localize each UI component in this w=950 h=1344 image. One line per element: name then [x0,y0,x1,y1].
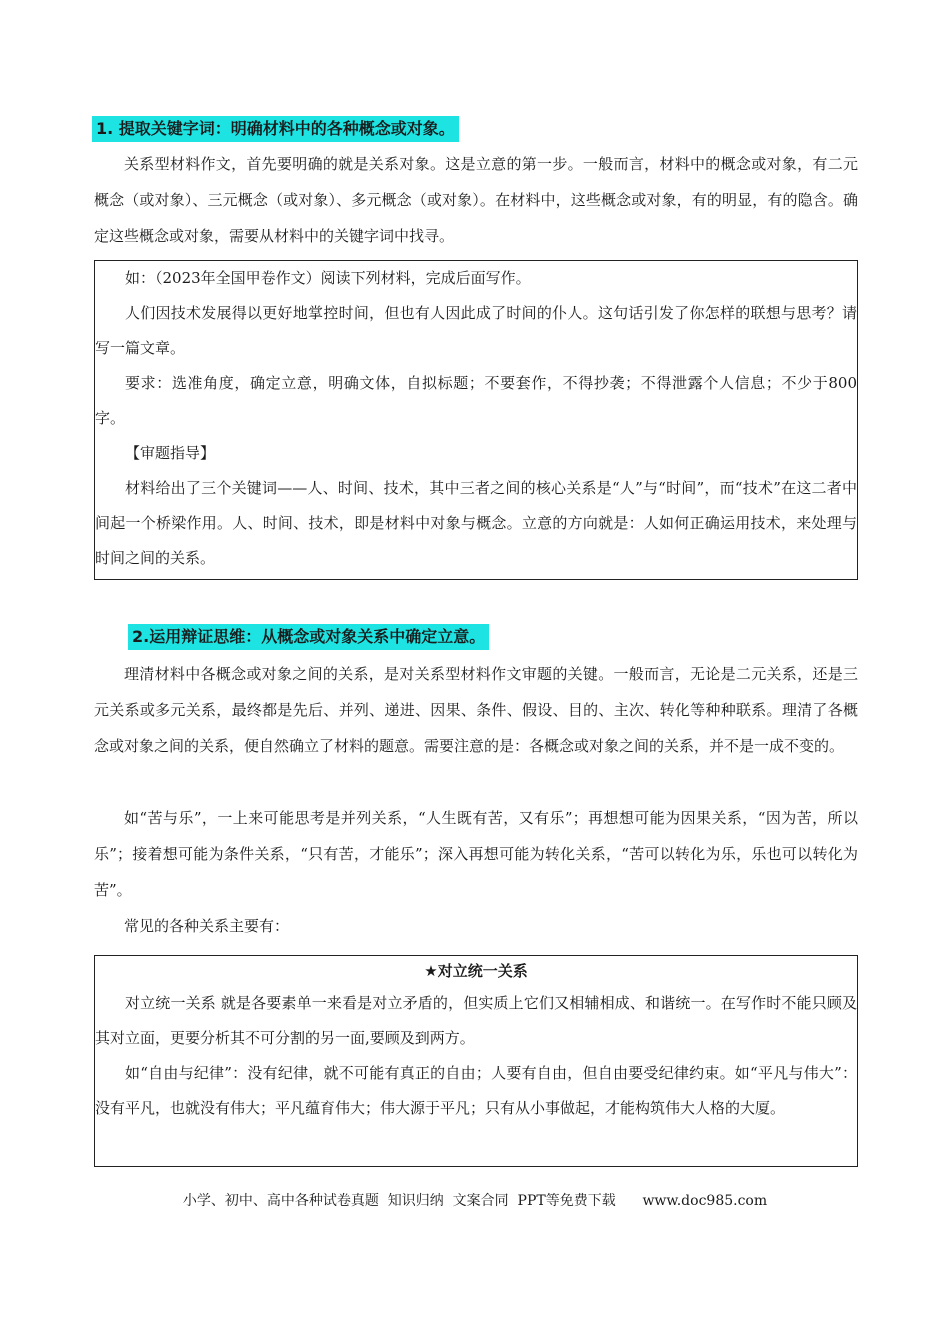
relation-box-line1: 对立统一关系 就是各要素单一来看是对立矛盾的，但实质上它们又相辅相成、和谐统一。在写作时不能只顾及其对立面，更要分析其不可分割的另一面,要顾及到两方。 [95,994,857,1047]
box1-material: 人们因技术发展得以更好地掌控时间，但也有人因此成了时间的仆人。这句话引发了你怎样的联想与思考？请写一篇文章。 [95,304,857,357]
section2-para1: 理清材料中各概念或对象之间的关系，是对关系型材料作文审题的关键。一般而言，无论是二元关系，还是三元关系或多元关系，最终都是先后、并列、递进、因果、条件、假设、目的、主次、转化等种种联系。理清了各概念或对象之间的关系，便自然确立了材料的题意。需要注意的是：各概念或对象之间的关系，并不是一成不变的。 [94,665,858,755]
relation-box-line2: 如“自由与纪律”：没有纪律，就不可能有真正的自由；人要有自由，但自由要受纪律约束。如“平凡与伟大”：没有平凡，也就没有伟大；平凡蕴育伟大；伟大源于平凡；只有从小事做起，才能构筑伟大人格的大厦。 [95,1064,857,1117]
relation-box [94,955,858,1167]
section2-heading: 2.运用辩证思维：从概念或对象关系中确定立意。 [128,624,489,650]
section2-para3: 常见的各种关系主要有： [124,917,290,935]
box1-requirements: 要求：选准角度，确定立意，明确文体，自拟标题；不要套作，不得抄袭；不得泄露个人信息；不少于800字。 [95,374,857,427]
box1-guide-text: 材料给出了三个关键词——人、时间、技术，其中三者之间的核心关系是“人”与“时间”，而“技术”在这二者中间起一个桥梁作用。人、时间、技术，即是材料中对象与概念。立意的方向就是：人如何正确运用技术，来处理与时间之间的关系。 [95,479,857,567]
section2-para2: 如“苦与乐”，一上来可能思考是并列关系，“人生既有苦，又有乐”；再想想可能为因果关系，“因为苦，所以乐”；接着想可能为条件关系，“只有苦，才能乐”；深入再想可能为转化关系，“苦可以转化为乐，乐也可以转化为苦”。 [94,809,858,899]
section1-intro: 关系型材料作文，首先要明确的就是关系对象。这是立意的第一步。一般而言，材料中的概念或对象，有二元概念（或对象）、三元概念（或对象）、多元概念（或对象）。在材料中，这些概念或对象，有的明显，有的隐含。确定这些概念或对象，需要从材料中的关键字词中找寻。 [94,155,858,245]
example-box-1 [94,260,858,580]
section1-heading: 1. 提取关键字词：明确材料中的各种概念或对象。 [92,116,459,142]
relation-box-title: ★对立统一关系 [424,962,528,980]
page-footer: 小学、初中、高中各种试卷真题 知识归纳 文案合同 PPT等免费下载 www.doc985.com [182,1193,768,1209]
box1-line1: 如：（2023年全国甲卷作文）阅读下列材料，完成后面写作。 [125,269,531,287]
box1-guide-title: 【审题指导】 [125,444,216,462]
